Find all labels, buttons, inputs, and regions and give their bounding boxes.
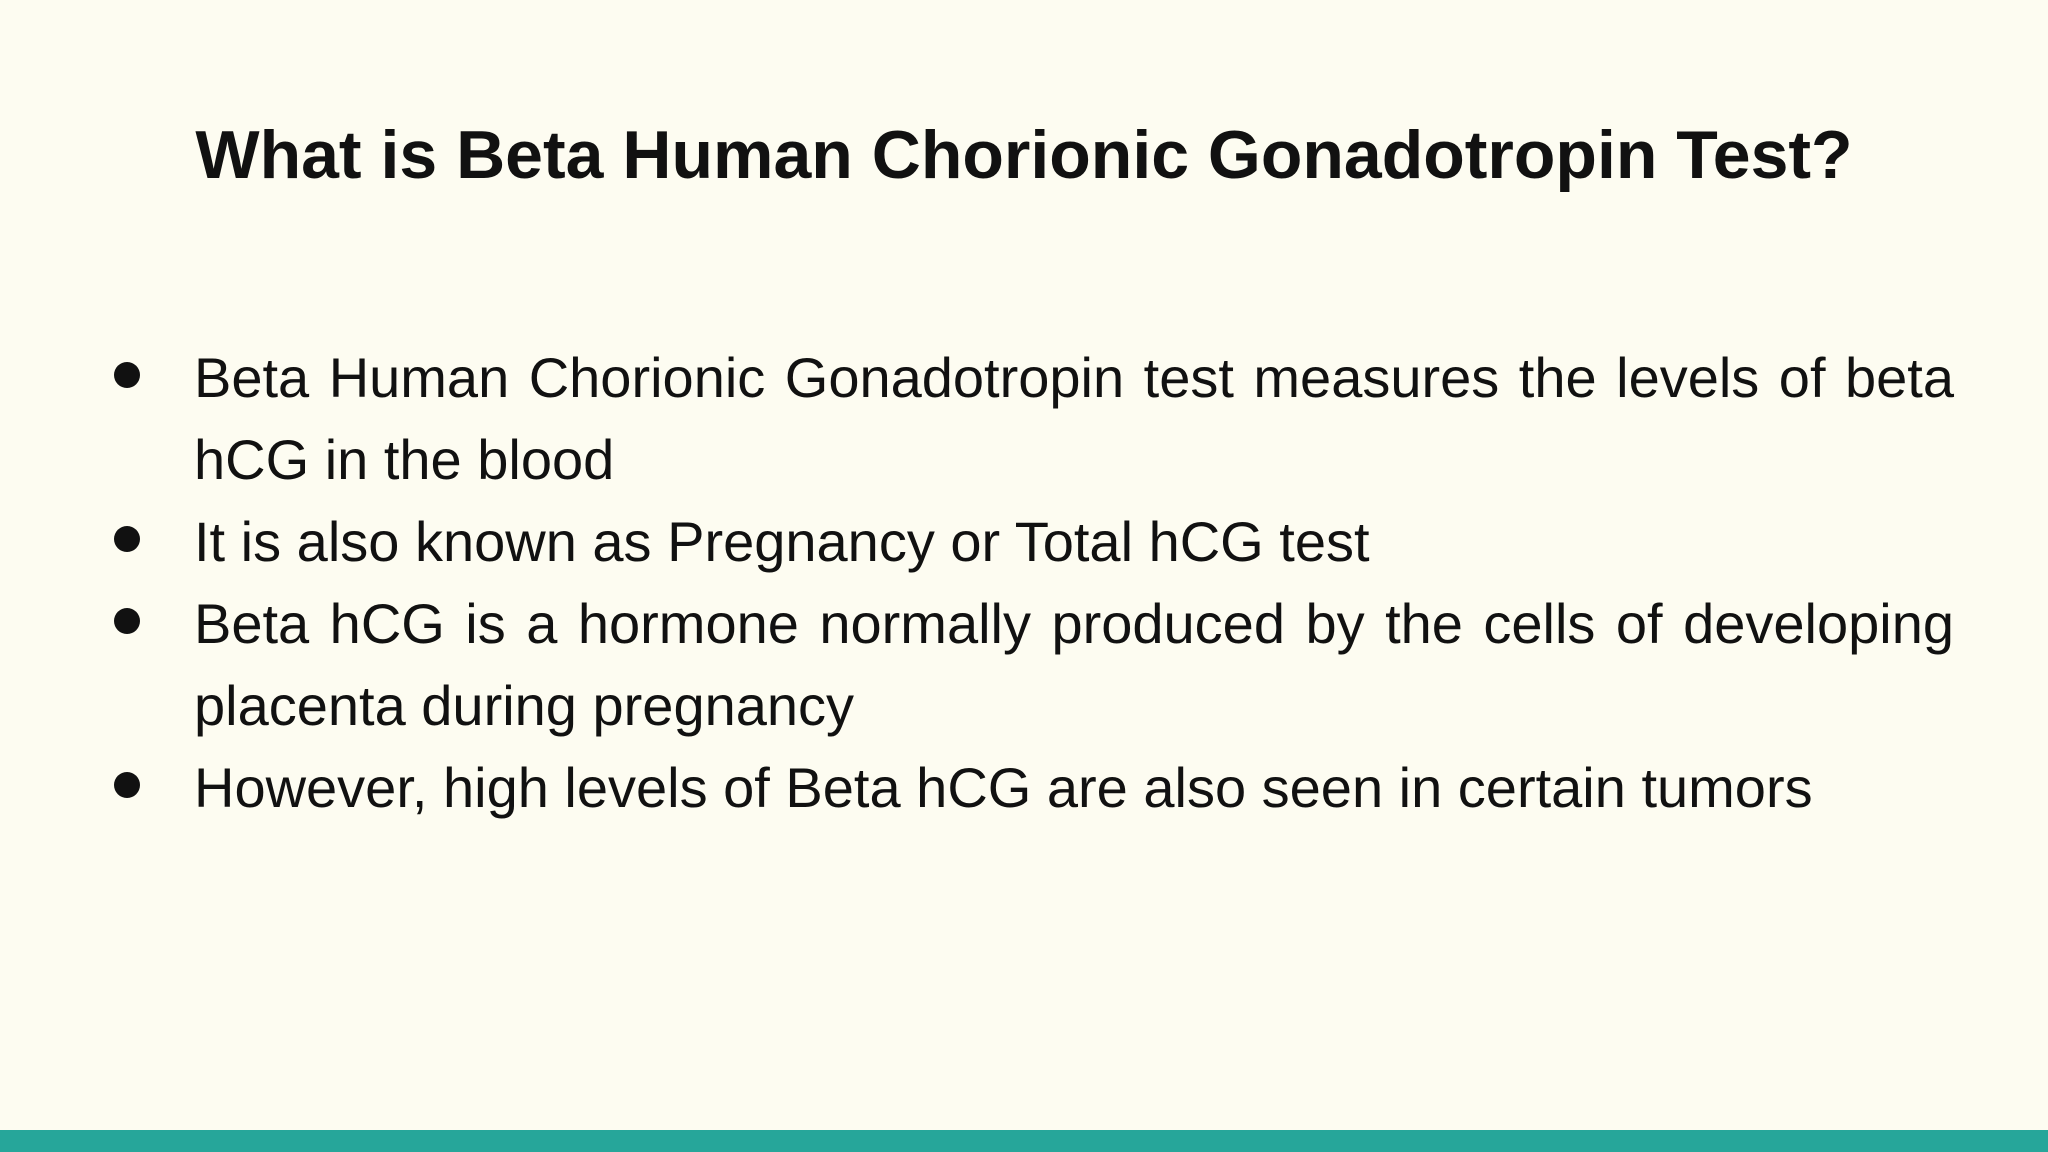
slide-title: What is Beta Human Chorionic Gonadotropin Test?	[195, 117, 1853, 193]
bullet-item	[110, 747, 1954, 829]
bullet-item	[110, 501, 1954, 583]
footer-accent-bar	[0, 1130, 2048, 1152]
bullet-dot-icon	[114, 772, 140, 798]
bullet-text: It is also known as Pregnancy or Total hCG test	[194, 510, 1370, 573]
bullet-item	[110, 583, 1954, 747]
bullet-dot-icon	[114, 608, 140, 634]
bullet-dot-icon	[114, 526, 140, 552]
bullet-item	[110, 337, 1954, 501]
bullet-dot-icon	[114, 362, 140, 388]
bullet-list	[110, 337, 1954, 829]
bullet-text: Beta hCG is a hormone normally produced by the cells of developing placenta during pregnancy	[194, 592, 1954, 737]
bullet-text: However, high levels of Beta hCG are also seen in certain tumors	[194, 756, 1813, 819]
bullet-text: Beta Human Chorionic Gonadotropin test measures the levels of beta hCG in the blood	[194, 346, 1954, 491]
